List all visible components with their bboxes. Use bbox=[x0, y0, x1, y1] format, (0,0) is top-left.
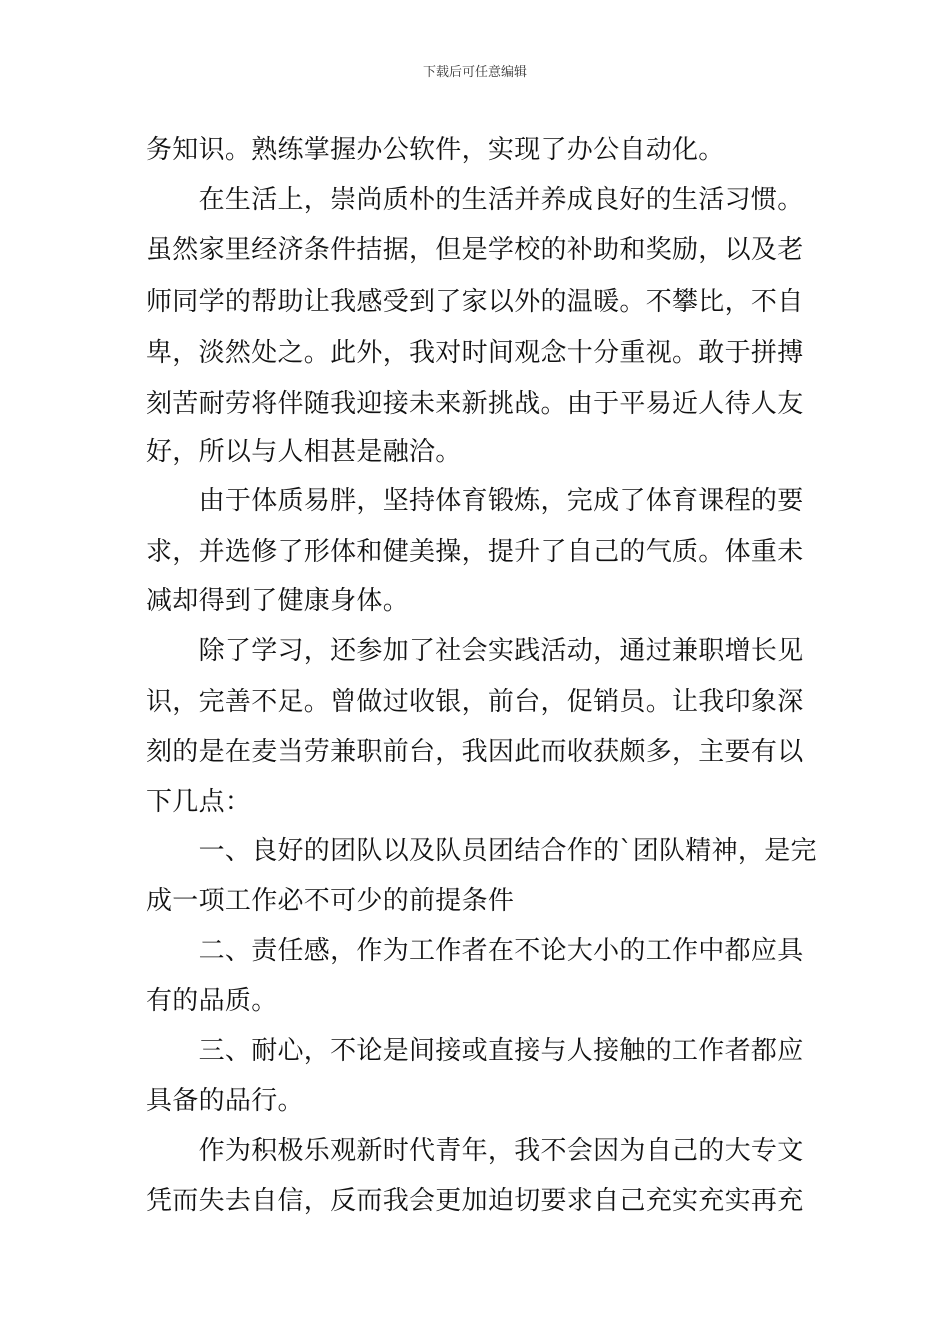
paragraph-first-line: 由于体质易胖，坚持体育锻炼，完成了体育课程的要 bbox=[146, 486, 804, 516]
text-line: 求，并选修了形体和健美操，提升了自己的气质。体重未 bbox=[146, 537, 804, 567]
paragraph-first-line: 一、良好的团队以及队员团结合作的`团队精神，是完 bbox=[146, 836, 817, 866]
text-line: 师同学的帮助让我感受到了家以外的温暖。不攀比，不自 bbox=[146, 287, 804, 317]
text-line: 成一项工作必不可少的前提条件 bbox=[146, 886, 515, 916]
text-line: 凭而失去自信，反而我会更加迫切要求自己充实充实再充 bbox=[146, 1186, 804, 1216]
text-line: 务知识。熟练掌握办公软件，实现了办公自动化。 bbox=[146, 135, 725, 165]
text-line: 虽然家里经济条件拮据，但是学校的补助和奖励，以及老 bbox=[146, 235, 804, 265]
text-line: 具备的品行。 bbox=[146, 1086, 304, 1116]
paragraph-first-line: 在生活上，崇尚质朴的生活并养成良好的生活习惯。 bbox=[146, 185, 804, 215]
paragraph-first-line: 二、责任感，作为工作者在不论大小的工作中都应具 bbox=[146, 936, 804, 966]
paragraph-first-line: 作为积极乐观新时代青年，我不会因为自己的大专文 bbox=[146, 1136, 804, 1166]
text-line: 好，所以与人相甚是融洽。 bbox=[146, 437, 462, 467]
text-line: 卑，淡然处之。此外，我对时间观念十分重视。敢于拼搏 bbox=[146, 338, 804, 368]
text-line: 刻苦耐劳将伴随我迎接未来新挑战。由于平易近人待人友 bbox=[146, 389, 804, 419]
paragraph-first-line: 三、耐心，不论是间接或直接与人接触的工作者都应 bbox=[146, 1036, 804, 1066]
text-line: 下几点： bbox=[146, 787, 252, 817]
text-line: 有的品质。 bbox=[146, 986, 278, 1016]
paragraph-first-line: 除了学习，还参加了社会实践活动，通过兼职增长见 bbox=[146, 636, 804, 666]
text-line: 减却得到了健康身体。 bbox=[146, 586, 410, 616]
page-header: 下载后可任意编辑 bbox=[422, 65, 527, 80]
text-line: 刻的是在麦当劳兼职前台，我因此而收获颇多，主要有以 bbox=[146, 737, 804, 767]
text-line: 识，完善不足。曾做过收银，前台，促销员。让我印象深 bbox=[146, 687, 804, 717]
